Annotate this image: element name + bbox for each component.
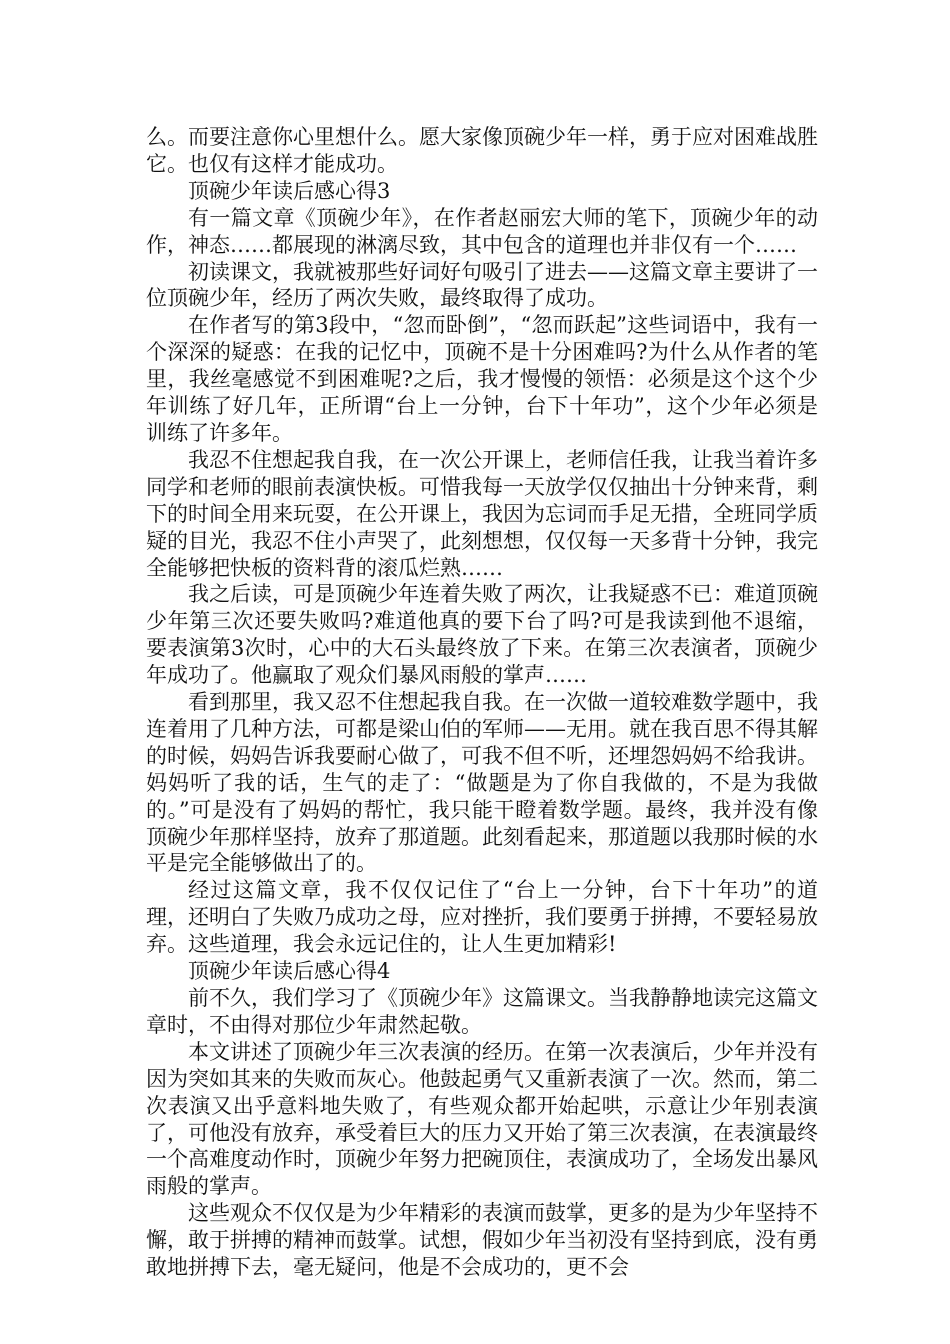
paragraph: 经过这篇文章，我不仅仅记住了“台上一分钟，台下十年功”的道理，还明白了失败乃成功之母，应对挫折，我们要勇于拼搏，不要轻易放弃。这些道理，我会永远记住的，让人生更加精彩! bbox=[146, 878, 818, 957]
document-body bbox=[146, 124, 818, 1281]
section-heading-4: 顶碗少年读后感心得4 bbox=[188, 959, 391, 984]
paragraph: 我忍不住想起我自我，在一次公开课上，老师信任我，让我当着许多同学和老师的眼前表演快板。可惜我每一天放学仅仅抽出十分钟来背，剩下的时间全用来玩耍，在公开课上，我因为忘词而手足无措，全班同学质疑的目光，我忍不住小声哭了，此刻想想，仅仅每一天多背十分钟，我完全能够把快板的资料背的滚瓜烂熟…… bbox=[146, 447, 818, 580]
paragraph: 前不久，我们学习了《顶碗少年》这篇课文。当我静静地读完这篇文章时，不由得对那位少年肃然起敬。 bbox=[146, 986, 818, 1037]
paragraph: 这些观众不仅仅是为少年精彩的表演而鼓掌，更多的是为少年坚持不懈，敢于拼搏的精神而鼓掌。试想，假如少年当初没有坚持到底，没有勇敢地拼搏下去，毫无疑问，他是不会成功的，更不会 bbox=[146, 1201, 818, 1280]
section-heading-3: 顶碗少年读后感心得3 bbox=[188, 178, 391, 203]
paragraph: 初读课文，我就被那些好词好句吸引了进去——这篇文章主要讲了一位顶碗少年，经历了两次失败，最终取得了成功。 bbox=[146, 259, 818, 311]
paragraph: 本文讲述了顶碗少年三次表演的经历。在第一次表演后，少年并没有因为突如其来的失败而灰心。他鼓起勇气又重新表演了一次。然而，第二次表演又出乎意料地失败了，有些观众都开始起哄，示意让少年别表演了，可他没有放弃，承受着巨大的压力又开始了第三次表演，在表演最终一个高难度动作时，顶碗少年努力把碗顶住，表演成功了，全场发出暴风雨般的掌声。 bbox=[146, 1039, 818, 1199]
paragraph: 在作者写的第3段中，“忽而卧倒”，“忽而跃起”这些词语中，我有一个深深的疑惑：在我的记忆中，顶碗不是十分困难吗?为什么从作者的笔里，我丝毫感觉不到困难呢?之后，我才慢慢的领悟：必须是这个这个少年训练了好几年，正所谓“台上一分钟，台下十年功”，这个少年必须是训练了许多年。 bbox=[146, 313, 818, 445]
paragraph: 看到那里，我又忍不住想起我自我。在一次做一道较难数学题中，我连着用了几种方法，可都是梁山伯的军师——无用。就在我百思不得其解的时候，妈妈告诉我要耐心做了，可我不但不听，还埋怨妈妈不给我讲。妈妈听了我的话，生气的走了：“做题是为了你自我做的，不是为我做的。”可是没有了妈妈的帮忙，我只能干瞪着数学题。最终，我并没有像顶碗少年那样坚持，放弃了那道题。此刻看起来，那道题以我那时候的水平是完全能够做出了的。 bbox=[146, 690, 818, 876]
paragraph: 有一篇文章《顶碗少年》，在作者赵丽宏大师的笔下，顶碗少年的动作，神态……都展现的淋漓尽致，其中包含的道理也并非仅有一个…… bbox=[146, 205, 818, 257]
paragraph: 我之后读，可是顶碗少年连着失败了两次，让我疑惑不已：难道顶碗少年第三次还要失败吗?难道他真的要下台了吗?可是我读到他不退缩，要表演第3次时，心中的大石头最终放了下来。在第三次表演者，顶碗少年成功了。他赢取了观众们暴风雨般的掌声…… bbox=[146, 582, 818, 688]
paragraph-continuation: 么。而要注意你心里想什么。愿大家像顶碗少年一样，勇于应对困难战胜它。也仅有这样才能成功。 bbox=[146, 125, 818, 176]
